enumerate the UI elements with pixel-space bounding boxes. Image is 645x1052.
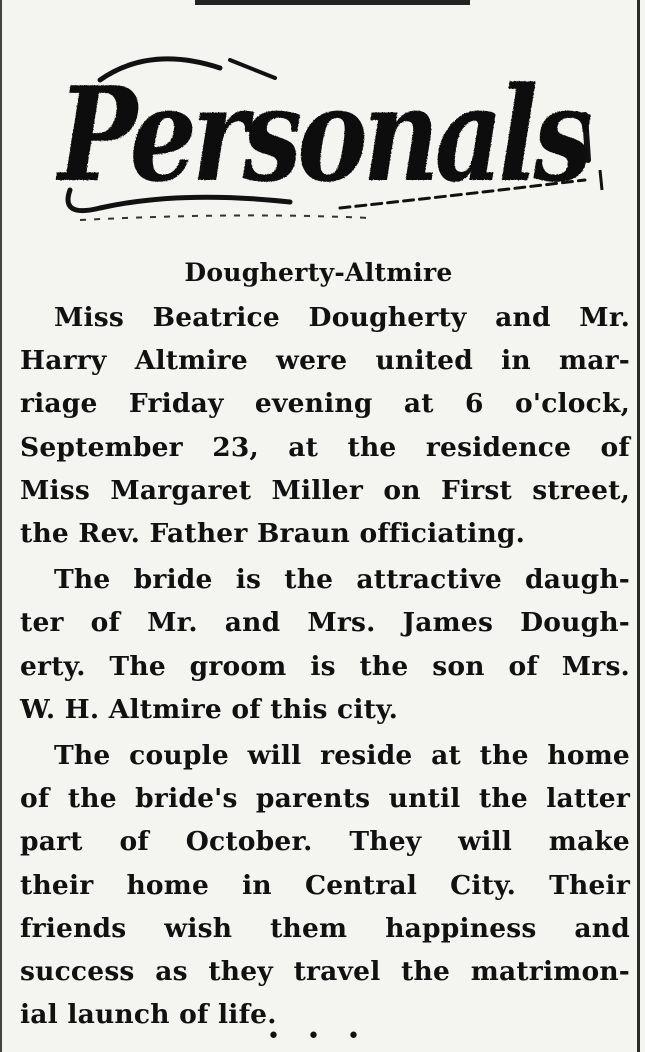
text-line: Miss Margaret Miller on First street, [20, 474, 630, 506]
separator-dots: • • • [267, 1024, 370, 1049]
text-line: success as they travel the matrimon- [20, 956, 630, 988]
text-line: erty. The groom is the son of Mrs. [20, 650, 630, 682]
text-line: of the bride's parents until the latter [20, 783, 630, 815]
article-paragraph-1 [20, 296, 630, 555]
text-line: September 23, at the residence of [20, 431, 630, 463]
text-line: part of October. They will make [20, 826, 630, 858]
text-line: The bride is the attractive daugh- [54, 564, 630, 596]
text-line: Harry Altmire were united in mar- [20, 345, 630, 377]
text-line: W. H. Altmire of this city. [20, 693, 399, 725]
masthead-script-title [40, 40, 610, 240]
text-line: the Rev. Father Braun officiating. [20, 518, 526, 550]
section-masthead [40, 40, 610, 240]
text-line: Miss Beatrice Dougherty and Mr. [54, 302, 630, 333]
article-headline: Dougherty-Altmire [184, 258, 453, 287]
text-line: The couple will reside at the home [54, 740, 630, 772]
text-line: ial launch of life. [20, 999, 277, 1031]
text-line: ter of Mr. and Mrs. James Dough- [20, 607, 630, 639]
column-rule-right [637, 0, 640, 1052]
text-line: friends wish them happiness and [20, 912, 630, 944]
article-paragraph-2 [20, 558, 630, 731]
article-paragraph-3 [20, 734, 630, 1036]
column-rule-left [0, 0, 2, 1052]
masthead-title-text: Personals [54, 58, 592, 211]
text-line: their home in Central City. Their [20, 869, 630, 901]
article-body [20, 296, 630, 1036]
top-rule [195, 0, 470, 5]
text-line: riage Friday evening at 6 o'clock, [20, 388, 630, 420]
